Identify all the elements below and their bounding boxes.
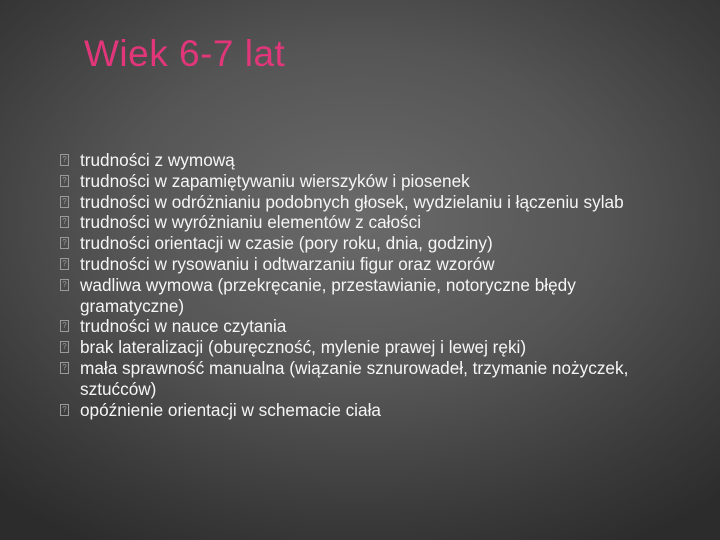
bullet-text: opóźnienie orientacji w schemacie ciała (80, 399, 381, 420)
bullet-text: mała sprawność manualna (wiązanie sznurowadeł, trzymanie nożyczek, sztućców) (80, 357, 629, 399)
bullet-item (62, 274, 680, 317)
bullet-item (62, 212, 680, 233)
missing-glyph-box-icon: ? (60, 175, 69, 187)
bullet-item (62, 337, 680, 358)
missing-glyph-box-icon: ? (60, 362, 69, 374)
missing-glyph-box-icon: ? (60, 216, 69, 228)
bullet-text: trudności w rysowaniu i odtwarzaniu figur oraz wzorów (80, 253, 495, 274)
bullet-text: brak lateralizacji (oburęczność, mylenie prawej i lewej ręki) (80, 337, 527, 358)
missing-glyph-box-icon: ? (60, 404, 69, 416)
bullet-item (62, 233, 680, 254)
bullet-text: wadliwa wymowa (przekręcanie, przestawianie, notoryczne błędy gramatyczne) (80, 274, 576, 316)
missing-glyph-box-icon: ? (60, 154, 69, 166)
bullet-text: trudności w zapamiętywaniu wierszyków i piosenek (80, 170, 470, 191)
missing-glyph-box-icon: ? (60, 341, 69, 353)
bullet-item (62, 399, 680, 421)
bullet-item (62, 357, 680, 400)
missing-glyph-box-icon: ? (60, 279, 69, 291)
missing-glyph-box-icon: ? (60, 258, 69, 270)
bullet-text: trudności w odróżnianiu podobnych głosek, wydzielaniu i łączeniu sylab (80, 191, 624, 212)
missing-glyph-box-icon: ? (60, 196, 69, 208)
bullet-item (62, 170, 680, 192)
bullet-list (62, 150, 680, 420)
bullet-item (62, 150, 680, 171)
bullet-item (62, 253, 680, 275)
bullet-text: trudności orientacji w czasie (pory roku, dnia, godziny) (80, 233, 493, 254)
bullet-item (62, 316, 680, 337)
slide-title: Wiek 6-7 lat (84, 33, 286, 74)
missing-glyph-box-icon: ? (60, 320, 69, 332)
bullet-text: trudności w wyróżnianiu elementów z całości (80, 212, 422, 233)
bullet-text: trudności w nauce czytania (80, 316, 287, 337)
bullet-text: trudności z wymową (80, 150, 235, 170)
bullet-item (62, 191, 680, 213)
missing-glyph-box-icon: ? (60, 237, 69, 249)
